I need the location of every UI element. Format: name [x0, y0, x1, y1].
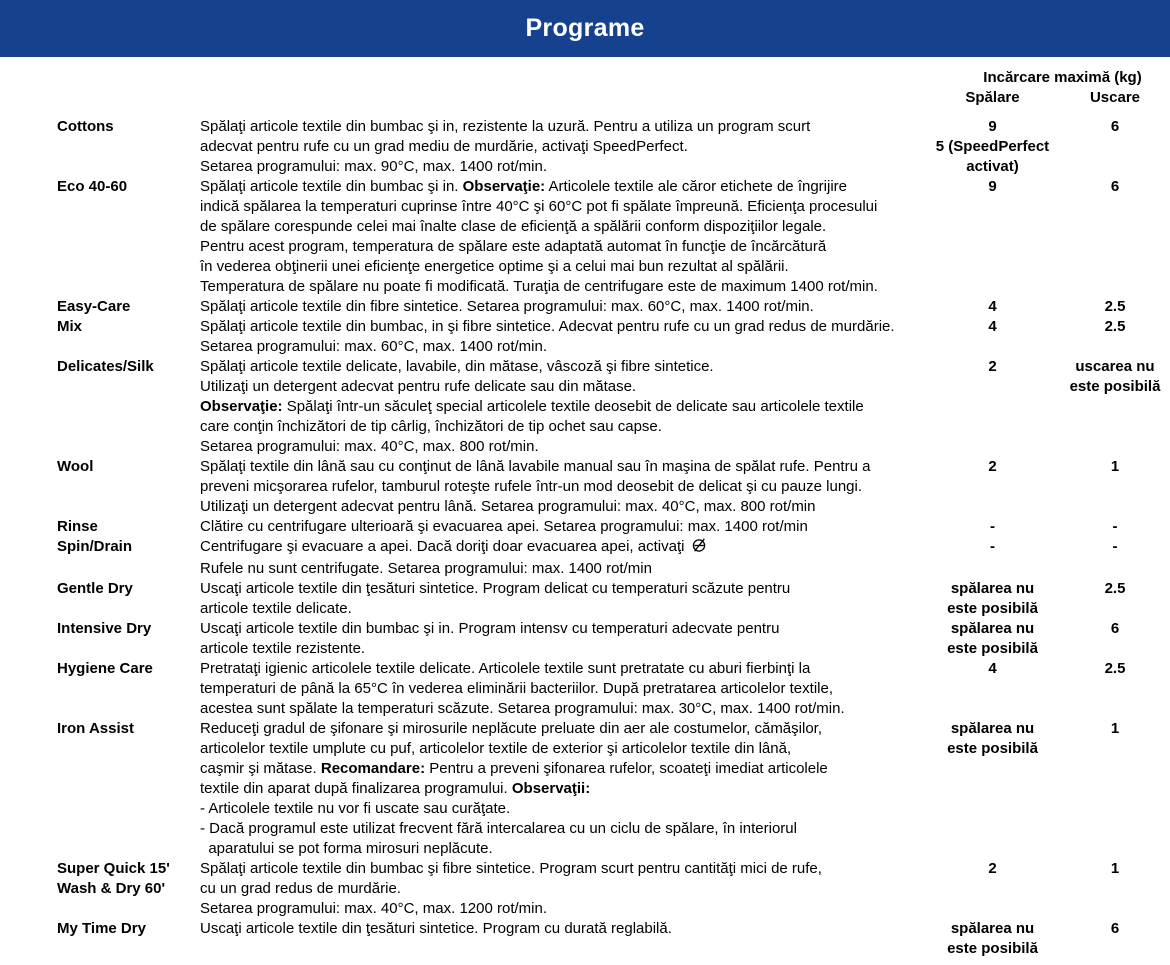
load-header	[0, 68, 1170, 108]
program-description: Uscaţi articole textile din bumbac şi in. Program intensv cu temperaturi adecvate pentru articole textile rezistente.	[200, 620, 780, 657]
dry-load-value: 2.5	[1104, 660, 1126, 677]
program-description: Pretrataţi igienic articolele textile delicate. Articolele textile sunt pretratate cu aburi fierbinţi la temperaturi de până la 65°C în vederea eliminării bacteriilor. După pretratarea articolelor textile, acestea sunt spălate la temperaturi scăzute. Setarea programului: max. 30°C, max. 1400 rot/min.	[200, 660, 845, 717]
program-name: Spin/Drain	[57, 538, 133, 555]
program-row	[0, 297, 1170, 317]
program-name: Delicates/Silk	[57, 358, 154, 375]
wash-load-value: spălarea nu este posibilă	[947, 720, 1038, 757]
dry-load-value: 6	[1110, 620, 1120, 637]
wash-load-value: -	[990, 538, 995, 555]
dry-load-value: 2.5	[1104, 298, 1126, 315]
program-description: Uscaţi articole textile din ţesături sintetice. Program delicat cu temperaturi scăzute pentru articole textile delicate.	[200, 580, 791, 617]
wash-load-value: 4	[988, 660, 997, 677]
wash-load-value: 4	[988, 298, 997, 315]
load-subheadings	[925, 88, 1170, 108]
program-row	[0, 177, 1170, 297]
program-name: Cottons	[57, 118, 114, 135]
program-description: Spălaţi articole textile din bumbac şi in, rezistente la uzură. Pentru a utiliza un program scurt adecvat pentru rufe cu un grad mediu de murdărie, activaţi SpeedPerfect. Setarea programului: max. 90°C, max. 1400 rot/min.	[200, 118, 811, 175]
dry-load-value: uscarea nu este posibilă	[1069, 358, 1161, 395]
dry-load-value: -	[1112, 538, 1118, 555]
program-description: Reduceţi gradul de şifonare şi mirosurile neplăcute preluate din aer ale costumelor, cămăşilor, articolelor textile umplute cu puf, articolelor textile de exterior şi articolelor textile din lână, caşmir şi mătase. Recomandare: Pentru a preveni şifonarea rufelor, scoateţi imediat articolele textile din aparat după finalizarea programului. Observaţii: - Articolele textile nu vor fi uscate sau curăţate. - Dacă programul este utilizat frecvent fără intercalarea cu un ciclu de spălare, în interiorul aparatului se pot forma mirosuri neplăcute.	[200, 720, 828, 857]
program-row	[0, 859, 1170, 919]
program-name: Eco 40-60	[57, 178, 128, 195]
wash-load-value: 2	[988, 860, 997, 877]
program-row	[0, 537, 1170, 579]
program-row	[0, 719, 1170, 859]
page-title: Programe	[525, 14, 645, 42]
program-description: Centrifugare şi evacuare a apei. Dacă doriţi doar evacuarea apei, activaţi Rufele nu sunt centrifugate. Setarea programului: max. 1400 rot/min	[200, 537, 925, 579]
wash-load-value: spălarea nu este posibilă	[947, 920, 1038, 957]
program-name: Gentle Dry	[57, 580, 133, 597]
program-row	[0, 619, 1170, 659]
wash-load-value: 4	[988, 318, 997, 335]
program-description: Spălaţi articole textile delicate, lavabile, din mătase, vâscoză şi fibre sintetice. Utilizaţi un detergent adecvat pentru rufe delicate sau din mătase. Observaţie: Spălaţi într-un săculeţ special articolele textile deosebit de delicate sau articolele textile care conţin închizători de tip cârlig, închizători de tip ochet sau capse. Setarea programului: max. 40°C, max. 800 rot/min.	[200, 358, 864, 455]
program-description: Clătire cu centrifugare ulterioară şi evacuarea apei. Setarea programului: max. 1400 rot/min	[200, 518, 808, 535]
dry-load-value: 1	[1110, 720, 1120, 737]
dry-load-value: 6	[1110, 118, 1120, 135]
program-description: Uscaţi articole textile din ţesături sintetice. Program cu durată reglabilă.	[200, 920, 672, 937]
program-description: Spălaţi articole textile din bumbac, in şi fibre sintetice. Adecvat pentru rufe cu un grad redus de murdărie. Setarea programului: max. 60°C, max. 1400 rot/min.	[200, 318, 895, 355]
program-name: Easy-Care	[57, 298, 131, 315]
dry-load-value: 2.5	[1104, 580, 1126, 597]
program-name: Wool	[57, 458, 94, 475]
program-name: Rinse	[57, 518, 98, 535]
program-name: Iron Assist	[57, 720, 134, 737]
program-name: Intensive Dry	[57, 620, 152, 637]
column-header-wash: Spălare	[965, 89, 1020, 106]
wash-load-value: 2	[988, 458, 997, 475]
programs-table	[0, 117, 1170, 959]
program-description: Spălaţi articole textile din bumbac şi fibre sintetice. Program scurt pentru cantităţi mici de rufe, cu un grad redus de murdărie. Setarea programului: max. 40°C, max. 1200 rot/min.	[200, 860, 822, 917]
program-row	[0, 579, 1170, 619]
program-row	[0, 659, 1170, 719]
dry-load-value: -	[1112, 518, 1118, 535]
title-bar	[0, 0, 1170, 57]
program-description: Spălaţi textile din lână sau cu conţinut de lână lavabile manual sau în maşina de spălat rufe. Pentru a preveni micşorarea rufelor, tamburul roteşte rufele într-un mod deosebit de delicat şi cu pauze lungi. Utilizaţi un detergent adecvat pentru lână. Setarea programului: max. 40°C, max. 800 rot/min	[200, 458, 871, 515]
wash-load-value: 9 5 (SpeedPerfect activat)	[935, 118, 1050, 175]
wash-load-value: spălarea nu este posibilă	[947, 620, 1038, 657]
program-row	[0, 919, 1170, 959]
program-description: Spălaţi articole textile din fibre sintetice. Setarea programului: max. 60°C, max. 1400 rot/min.	[200, 298, 814, 315]
program-row	[0, 117, 1170, 177]
wash-load-value: spălarea nu este posibilă	[947, 580, 1038, 617]
program-row	[0, 517, 1170, 537]
max-load-heading: Incărcare maximă (kg)	[983, 69, 1142, 86]
dry-load-value: 2.5	[1104, 318, 1126, 335]
wash-load-value: 2	[988, 358, 997, 375]
program-name: Mix	[57, 318, 83, 335]
wash-load-value: -	[990, 518, 995, 535]
column-header-dry: Uscare	[1089, 89, 1141, 106]
program-row	[0, 457, 1170, 517]
program-row	[0, 317, 1170, 357]
program-name: Hygiene Care	[57, 660, 153, 677]
wash-load-value: 9	[988, 178, 997, 195]
program-description: Spălaţi articole textile din bumbac şi in. Observaţie: Articolele textile ale căror etichete de îngrijire indică spălarea la temperaturi cuprinse între 40°C şi 60°C pot fi spălate împreună. Eficienţa procesului de spălare corespunde celei mai înalte clase de eficienţă a spălării conform dispoziţiilor legale. Pentru acest program, temperatura de spălare este adaptată automat în funcţie de încărcătură în vederea obţinerii unei eficienţe energetice optime şi a celui mai bun rezultat al spălării. Temperatura de spălare nu poate fi modificată. Turaţia de centrifugare este de maximum 1400 rot/min.	[200, 178, 878, 295]
dry-load-value: 1	[1110, 860, 1120, 877]
dry-load-value: 1	[1110, 458, 1120, 475]
program-row	[0, 357, 1170, 457]
no-spin-icon	[691, 537, 707, 559]
program-name: My Time Dry	[57, 920, 146, 937]
dry-load-value: 6	[1110, 920, 1120, 937]
dry-load-value: 6	[1110, 178, 1120, 195]
program-name: Super Quick 15' Wash & Dry 60'	[57, 860, 170, 897]
